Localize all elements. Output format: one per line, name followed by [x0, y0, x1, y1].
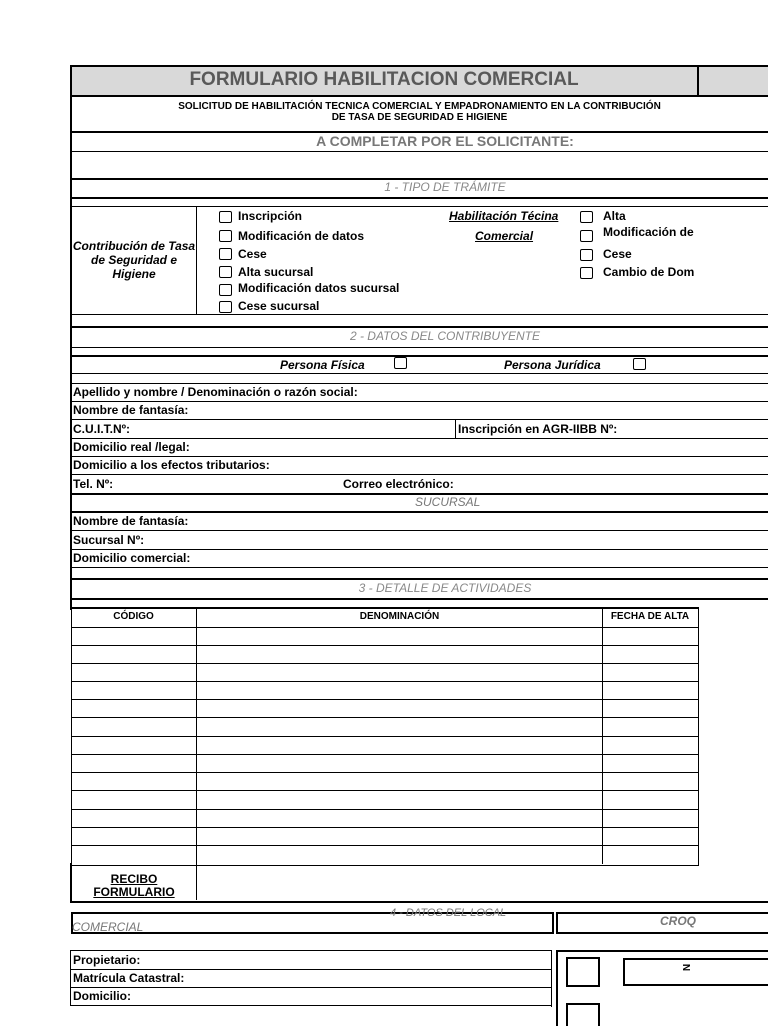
rule — [71, 355, 768, 357]
option-label: Cese — [603, 247, 632, 261]
field-fantasia: Nombre de fantasía: — [73, 403, 189, 417]
persona-fisica-label: Persona Física — [280, 358, 365, 372]
rule — [71, 969, 551, 970]
subtitle-line-2: DE TASA DE SEGURIDAD E HIGIENE — [331, 112, 508, 123]
rule — [71, 314, 768, 315]
croquis-label: CROQ — [660, 914, 696, 928]
rule — [71, 95, 768, 97]
rule — [71, 438, 768, 439]
rule — [71, 347, 768, 348]
checkbox-alta-sucursal[interactable] — [219, 266, 232, 278]
sucursal-fantasia: Nombre de fantasía: — [73, 514, 189, 528]
croquis-bottom-rect — [566, 1003, 600, 1026]
checkbox-modificacion[interactable] — [580, 230, 593, 242]
rule — [71, 530, 768, 531]
persona-juridica-label: Persona Jurídica — [504, 358, 601, 372]
croquis-rect — [623, 958, 768, 986]
local-section-title: 4 - DATOS DEL LOCAL — [390, 907, 507, 919]
table-row — [71, 717, 698, 718]
table-row — [71, 754, 698, 755]
option-label: Alta sucursal — [238, 265, 314, 279]
option-label: Modificación de datos — [238, 229, 365, 243]
field-apellido: Apellido y nombre / Denominación o razón social: — [73, 385, 358, 399]
option-label: Cambio de Dom — [603, 265, 695, 279]
left-border-lower — [70, 863, 72, 903]
table-row — [71, 681, 698, 682]
left-border-local — [70, 950, 71, 1006]
checkbox-cese[interactable] — [219, 248, 232, 260]
form-title: FORMULARIO HABILITACION COMERCIAL — [189, 69, 579, 90]
option-label: Cese sucursal — [238, 299, 320, 313]
section-actividades-title: 3 - DETALLE DE ACTIVIDADES — [358, 581, 532, 595]
table-row — [71, 663, 698, 664]
completar-heading: A COMPLETAR POR EL SOLICITANTE: — [316, 133, 574, 149]
sucursal-domicilio: Domicilio comercial: — [73, 551, 191, 565]
habilitacion-label-2: Comercial — [475, 229, 534, 243]
sucursal-title: SUCURSAL — [415, 495, 481, 509]
table-row — [71, 699, 698, 700]
section-tramite-title: 1 - TIPO DE TRÁMITE — [384, 180, 506, 194]
recibo-label — [72, 873, 196, 899]
checkbox-persona-fisica[interactable] — [394, 357, 407, 369]
checkbox-cese-habilitacion[interactable] — [580, 249, 593, 261]
rule — [71, 401, 768, 402]
section-contribuyente-title: 2 - DATOS DEL CONTRIBUYENTE — [349, 329, 541, 343]
table-row — [71, 845, 698, 846]
local-comercial: COMERCIAL — [72, 920, 144, 934]
table-row — [71, 827, 698, 828]
col-header-fecha: FECHA DE ALTA — [610, 611, 690, 622]
rule — [71, 151, 768, 152]
rule — [71, 474, 768, 475]
option-label: Modificación datos sucursal — [238, 281, 400, 295]
rule — [71, 511, 768, 513]
option-label: Alta — [603, 209, 626, 223]
field-tel: Tel. Nº: — [73, 477, 114, 491]
table-row — [71, 627, 698, 628]
checkbox-cambio-domicilio[interactable] — [580, 267, 593, 279]
field-matricula: Matrícula Catastral: — [73, 971, 185, 985]
checkbox-inscripcion[interactable] — [219, 211, 232, 223]
tramite-left-label: Contribución de Tasa de Seguridad e Higiene — [72, 239, 196, 281]
rule — [71, 373, 768, 374]
option-label: Inscripción — [238, 209, 303, 223]
rule — [71, 901, 768, 903]
field-dom-trib: Domicilio a los efectos tributarios: — [73, 458, 270, 472]
habilitacion-label: Habilitación Técina — [449, 209, 559, 223]
field-dom-real: Domicilio real /legal: — [73, 440, 190, 454]
cuit-divider — [455, 419, 456, 438]
rule — [71, 65, 768, 67]
rule — [71, 549, 768, 550]
col-header-denominacion: DENOMINACIÓN — [359, 611, 440, 622]
rule — [71, 598, 768, 600]
field-correo: Correo electrónico: — [343, 477, 454, 491]
sucursal-numero: Sucursal Nº: — [73, 533, 145, 547]
table-row — [71, 809, 698, 810]
field-cuit: C.U.I.T.Nº: — [73, 422, 131, 436]
recibo-line-2: FORMULARIO — [93, 885, 175, 899]
subtitle-line-1: SOLICITUD DE HABILITACIÓN TECNICA COMERCIAL Y EMPADRONAMIENTO EN LA CONTRIBUCIÓN — [178, 101, 661, 112]
rule — [71, 383, 768, 384]
croquis-square — [566, 957, 600, 987]
rule — [71, 326, 768, 328]
field-propietario: Propietario: — [73, 953, 141, 967]
table-row — [71, 645, 698, 646]
checkbox-alta[interactable] — [580, 211, 593, 223]
field-agr: Inscripción en AGR-IIBB Nº: — [458, 422, 618, 436]
rule — [71, 987, 551, 988]
option-label: Cese — [238, 247, 267, 261]
right-border — [697, 65, 699, 95]
table-row — [71, 736, 698, 737]
north-letter: N — [680, 963, 692, 972]
col-header-codigo: CÓDIGO — [113, 611, 154, 622]
recibo-line-1: RECIBO — [110, 872, 158, 886]
checkbox-persona-juridica[interactable] — [633, 358, 646, 370]
rule — [71, 419, 768, 420]
rule — [71, 578, 768, 580]
tramite-divider — [196, 206, 197, 314]
rule — [71, 567, 768, 568]
table-row — [71, 772, 698, 773]
option-label: Modificación de — [603, 225, 694, 239]
rule — [71, 456, 768, 457]
field-domicilio-local: Domicilio: — [73, 989, 132, 1003]
checkbox-modificacion-datos[interactable] — [219, 230, 232, 242]
checkbox-modificacion-sucursal[interactable] — [219, 284, 232, 296]
rule — [71, 197, 768, 199]
rule — [71, 206, 768, 207]
rule — [71, 1005, 551, 1006]
table-row — [71, 790, 698, 791]
checkbox-cese-sucursal[interactable] — [219, 301, 232, 313]
